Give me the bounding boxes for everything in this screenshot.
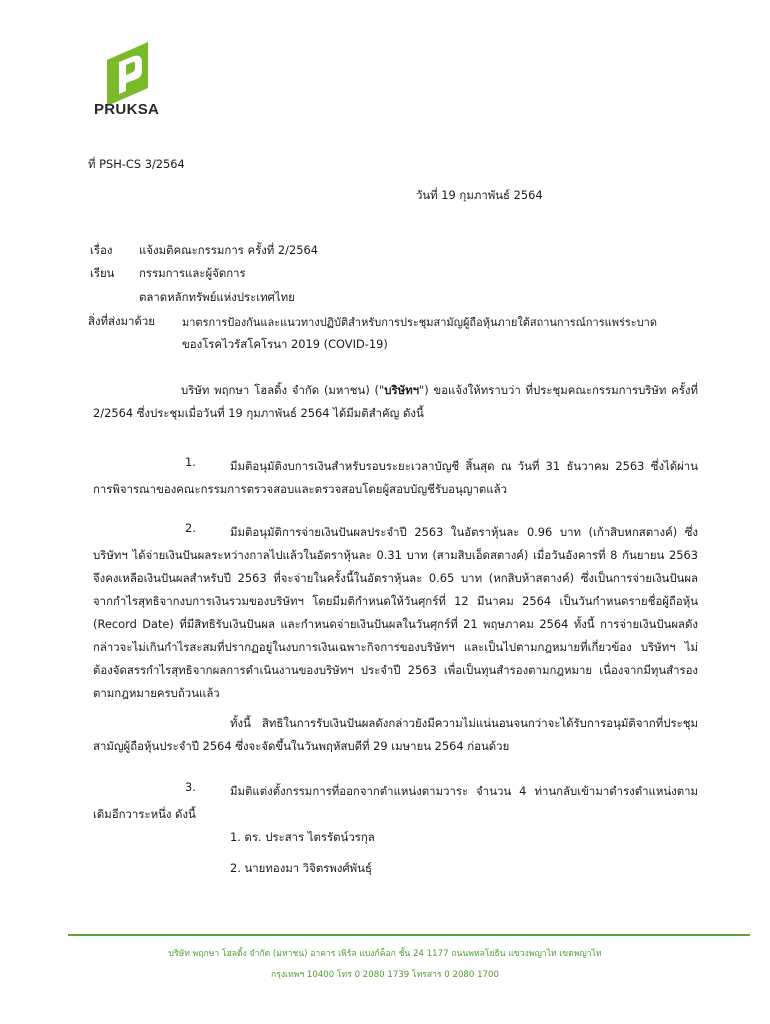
enclosure-line-1: มาตรการป้องกันและแนวทางปฏิบัติสำหรับการประชุมสามัญผู้ถือหุ้นภายใต้สถานการณ์การแพร่ระบาด (182, 316, 657, 329)
item-3-text: มีมติแต่งตั้งกรรมการที่ออกจากตำแหน่งตามวาระ จำนวน 4 ท่านกลับเข้ามาดำรงตำแหน่งตามเดิมอีกวาระหนึ่ง ดังนี้ (93, 784, 698, 821)
item-2-text: มีมติอนุมัติการจ่ายเงินปันผลประจำปี 2563 ในอัตราหุ้นละ 0.96 บาท (เก้าสิบหกสตางค์) ซึ่งบริษัทฯ ได้จ่ายเงินปันผลระหว่างกาลไปแล้วในอัตราหุ้นละ 0.31 บาท (สามสิบเอ็ดสตางค์) เมื่อวันอังคารที่ 8 กันยายน 2563 จึงคงเหลือเงินปันผลสำหรับปี 2563 ที่จะจ่ายในครั้งนี้ในอัตราหุ้นละ 0.65 บาท (หกสิบห้าสตางค์) ซึ่งเป็นการจ่ายเงินปันผลจากกำไรสุทธิจากงบการเงินรวมของบริษัทฯ โดยมีมติกำหนดให้วันศุกร์ที่ 12 มีนาคม 2564 เป็นวันกำหนดรายชื่อผู้ถือหุ้น (Record Date) ที่มีสิทธิรับเงินปันผล และกำหนดจ่ายเงินปันผลในวันศุกร์ที่ 21 พฤษภาคม 2564 ทั้งนี้ การจ่ายเงินปันผลดังกล่าวจะไม่เกินกำไรสะสมที่ปรากฏอยู่ในงบการเงินเฉพาะกิจการของบริษัทฯ และเป็นไปตามกฎหมายที่เกี่ยวข้อง บริษัทฯ ไม่ต้องจัดสรรกำไรสุทธิจากผลการดำเนินงานของบริษัทฯ ประจำปี 2563 เพื่อเป็นทุนสำรองตามกฎหมาย เนื่องจากมีทุนสำรองตามกฎหมายครบถ้วนแล้ว (93, 525, 698, 700)
item-2-note: ทั้งนี้ สิทธิในการรับเงินปันผลดังกล่าวยังมีความไม่แน่นอนจนกว่าจะได้รับการอนุมัติจากที่ประชุมสามัญผู้ถือหุ้นประจำปี 2564 ซึ่งจะจัดขึ้นในวันพฤหัสบดีที่ 29 เมษายน 2564 ก่อนด้วย (93, 716, 698, 753)
document-number: ที่ PSH-CS 3/2564 (88, 157, 185, 171)
intro-part-1: บริษัท พฤกษา โฮลดิ้ง จำกัด (มหาชน) (" (181, 383, 385, 397)
footer-address-line-2: กรุงเทพฯ 10400 โทร 0 2080 1739 โทรสาร 0 2080 1700 (271, 970, 499, 980)
footer-address-line-1: บริษัท พฤกษา โฮลดิ้ง จำกัด (มหาชน) อาคาร เพิร์ล แบงก์ค็อก ชั้น 24 1177 ถนนพหลโยธิน แขวงพญาไท เขตพญาไท (168, 949, 602, 959)
director-list-item: 2. นายทองมา วิจิตรพงศ์พันธุ์ (230, 861, 372, 875)
enclosure-line-2: ของโรคไวรัสโคโรนา 2019 (COVID-19) (182, 337, 388, 351)
intro-company-short: บริษัทฯ (384, 383, 419, 397)
intro-paragraph (93, 379, 698, 425)
item-2-number: 2. (185, 521, 196, 535)
recipient-label: เรียน (90, 266, 115, 280)
subject-label: เรื่อง (90, 243, 113, 257)
item-1-text: มีมติอนุมัติงบการเงินสำหรับรอบระยะเวลาบัญชี สิ้นสุด ณ วันที่ 31 ธันวาคม 2563 ซึ่งได้ผ่านการพิจารณาของคณะกรรมการตรวจสอบและตรวจสอบโดยผู้สอบบัญชีรับอนุญาตแล้ว (93, 459, 698, 496)
document-date: วันที่ 19 กุมภาพันธ์ 2564 (416, 188, 543, 202)
recipient-line-1: กรรมการและผู้จัดการ (139, 266, 246, 280)
logo-text: PRUKSA (94, 101, 160, 118)
enclosure-label: สิ่งที่ส่งมาด้วย (88, 314, 155, 328)
footer-divider (68, 934, 750, 936)
intro-part-2: ") ขอแจ้งให้ทราบว่า ที่ประชุมคณะกรรมการบริษัท ครั้งที่ 2/2564 ซึ่งประชุมเมื่อวันที่ 19 กุมภาพันธ์ 2564 ได้มีมติสำคัญ ดังนี้ (93, 383, 698, 420)
item-1-number: 1. (185, 455, 196, 469)
director-list-item: 1. ดร. ประสาร ไตรรัตน์วรกุล (230, 830, 375, 844)
recipient-line-2: ตลาดหลักทรัพย์แห่งประเทศไทย (139, 290, 295, 304)
item-3-number: 3. (185, 780, 196, 794)
subject-text: แจ้งมติคณะกรรมการ ครั้งที่ 2/2564 (139, 243, 318, 257)
